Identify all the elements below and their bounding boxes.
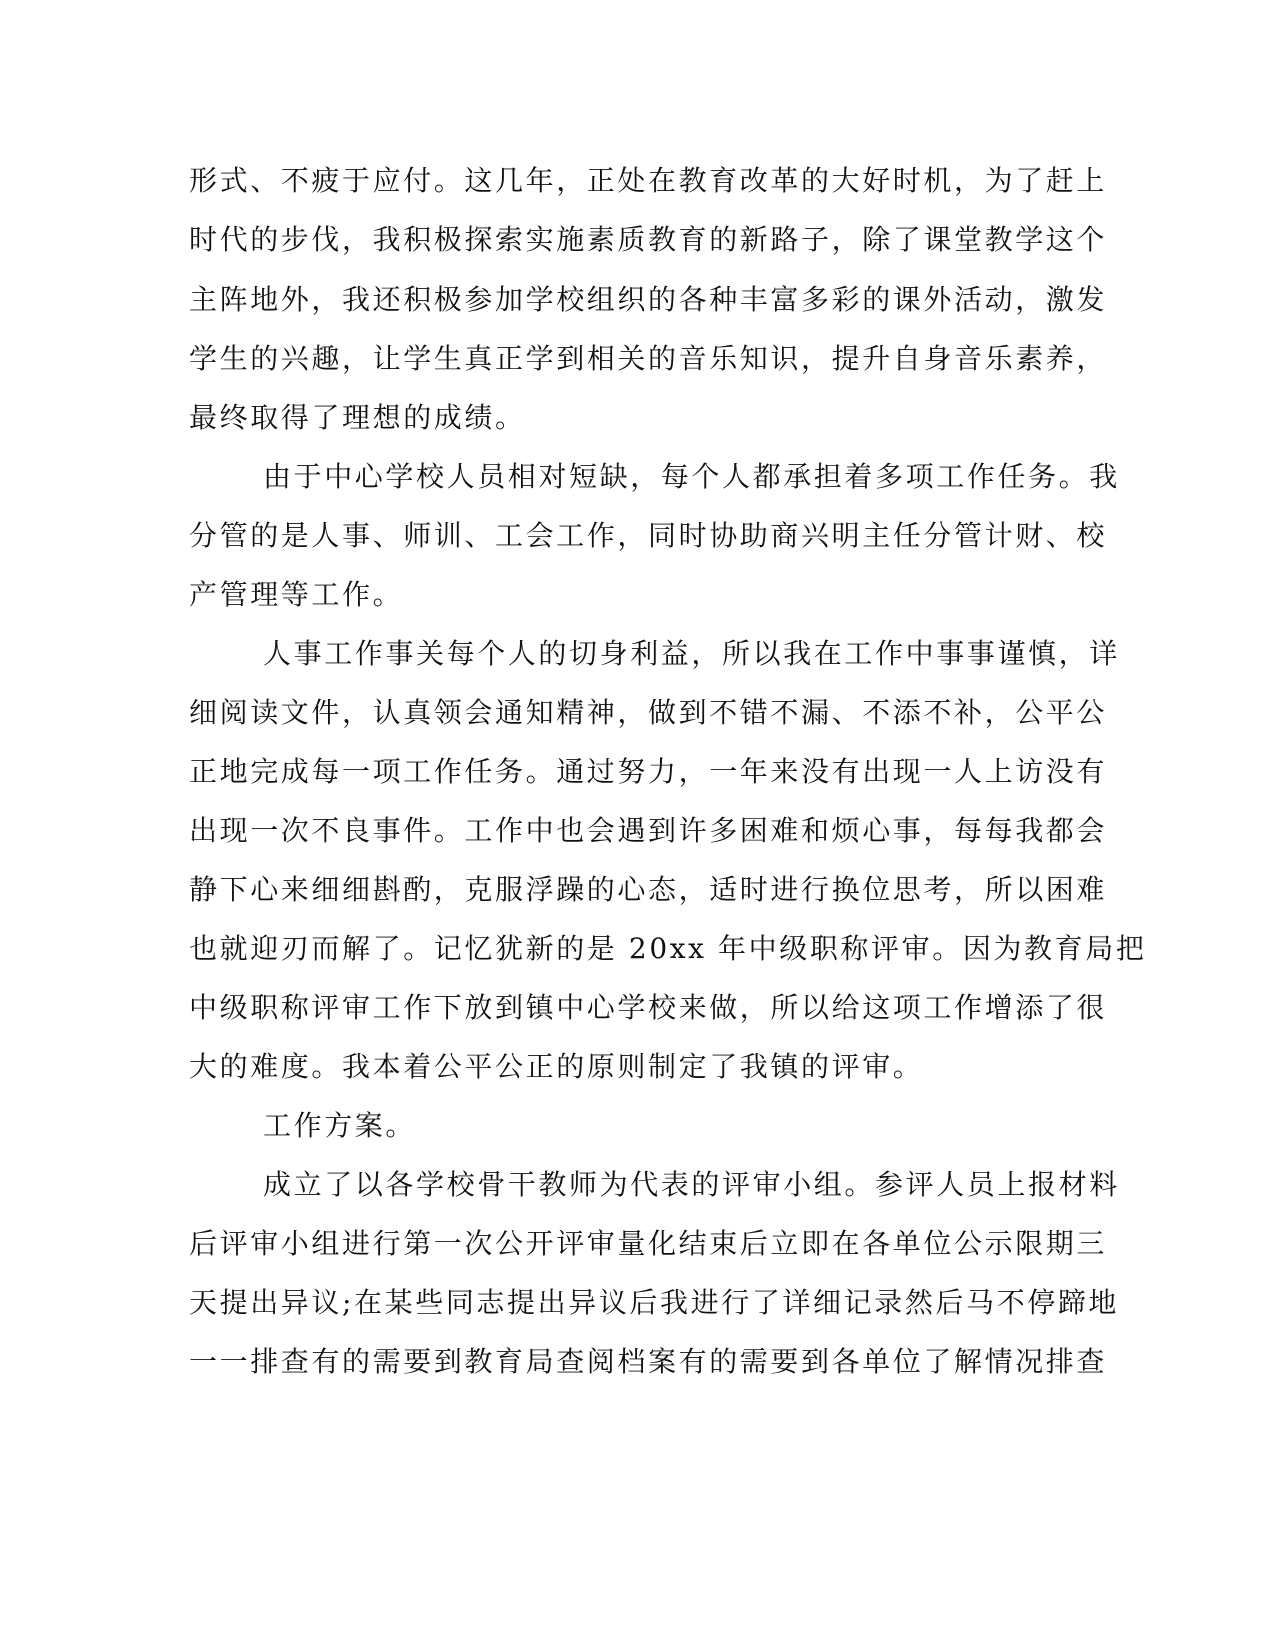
text-line: 主阵地外，我还积极参加学校组织的各种丰富多彩的课外活动，激发	[189, 283, 1108, 316]
paragraph-first-line: 工作方案。	[263, 1109, 417, 1142]
text-line: 形式、不疲于应付。这几年，正处在教育改革的大好时机，为了赶上	[189, 164, 1108, 197]
text-line: 天提出异议;在某些同志提出异议后我进行了详细记录然后马不停蹄地	[189, 1286, 1120, 1319]
text-line: 中级职称评审工作下放到镇中心学校来做，所以给这项工作增添了很	[189, 991, 1108, 1024]
paragraph-first-line: 成立了以各学校骨干教师为代表的评审小组。参评人员上报材料	[263, 1168, 1120, 1201]
text-line: 一一排查有的需要到教育局查阅档案有的需要到各单位了解情况排查	[189, 1345, 1108, 1378]
text-line: 分管的是人事、师训、工会工作，同时协助商兴明主任分管计财、校	[189, 519, 1108, 552]
text-line: 后评审小组进行第一次公开评审量化结束后立即在各单位公示限期三	[189, 1227, 1108, 1260]
paragraph-first-line: 由于中心学校人员相对短缺，每个人都承担着多项工作任务。我	[263, 460, 1120, 493]
paragraph-first-line: 人事工作事关每个人的切身利益，所以我在工作中事事谨慎，详	[263, 637, 1120, 670]
text-line: 时代的步伐，我积极探索实施素质教育的新路子，除了课堂教学这个	[189, 223, 1108, 256]
text-line: 大的难度。我本着公平公正的原则制定了我镇的评审。	[189, 1050, 924, 1083]
text-line: 细阅读文件，认真领会通知精神，做到不错不漏、不添不补，公平公	[189, 696, 1108, 729]
text-line: 正地完成每一项工作任务。通过努力，一年来没有出现一人上访没有	[189, 755, 1108, 788]
text-line: 出现一次不良事件。工作中也会遇到许多困难和烦心事，每每我都会	[189, 814, 1108, 847]
text-line: 静下心来细细斟酌，克服浮躁的心态，适时进行换位思考，所以困难	[189, 873, 1108, 906]
text-line: 最终取得了理想的成绩。	[189, 401, 526, 434]
text-line: 也就迎刃而解了。记忆犹新的是 20xx 年中级职称评审。因为教育局把	[189, 932, 1147, 965]
text-line: 学生的兴趣，让学生真正学到相关的音乐知识，提升自身音乐素养，	[189, 342, 1108, 375]
text-line: 产管理等工作。	[189, 578, 404, 611]
